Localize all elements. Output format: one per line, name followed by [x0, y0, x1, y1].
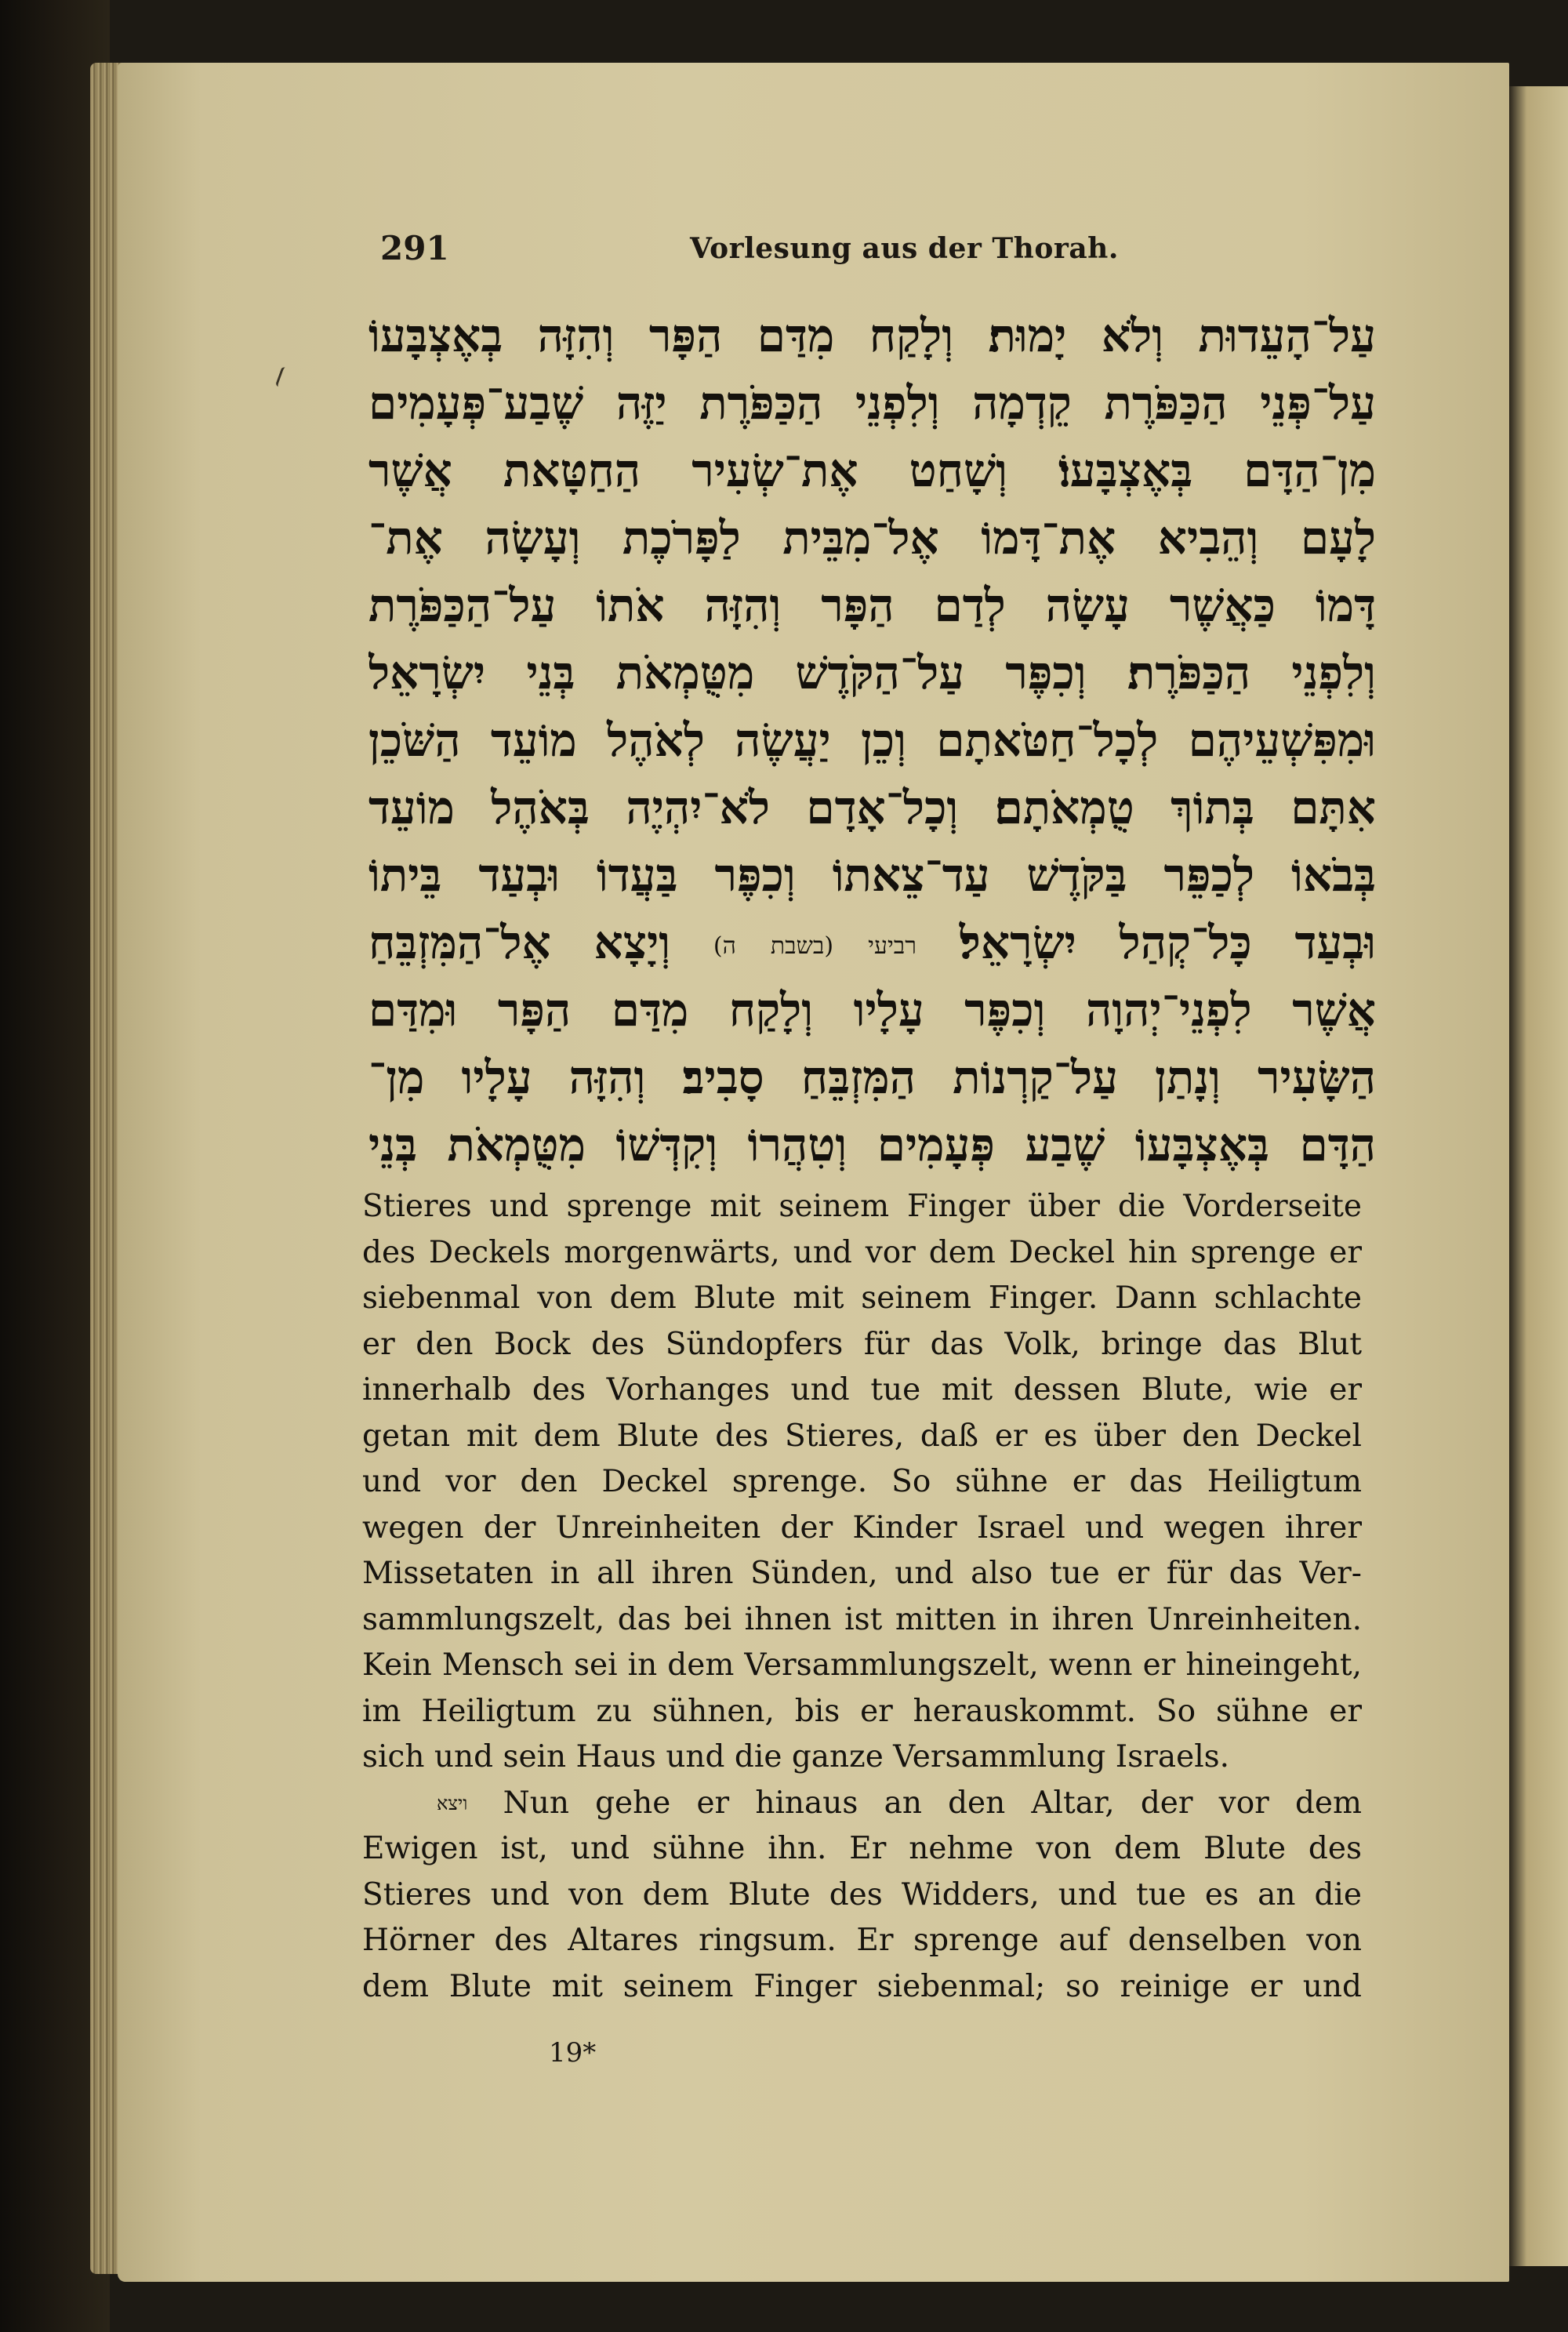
- hebrew-line: אִתָּם בְּתוֹךְ טֻמְאֹתָם׃ וְכָל־אָדָם לֹא־יִהְיֶה בְּאֹהֶל מוֹעֵד: [368, 781, 1376, 834]
- german-line: Stieres und sprenge mit seinem Finger über die Vorderseite: [362, 1189, 1362, 1224]
- german-line: innerhalb des Vorhanges und tue mit dessen Blute, wie er: [362, 1372, 1362, 1408]
- hebrew-line: דָּמוֹ כַּאֲשֶׁר עָשָׂה לְדַם הַפָּר וְהִזָּה אֹתוֹ עַל־הַכַּפֹּרֶת: [368, 579, 1376, 632]
- german-translation: [362, 1184, 1362, 2010]
- hebrew-cue-word: ויצא: [437, 1792, 468, 1814]
- german-line: dem Blute mit seinem Finger siebenmal; so reinige er und: [362, 1968, 1362, 2004]
- hebrew-line: עַל־הָעֵדוּת וְלֹא יָמוּת׃ וְלָקַח מִדַּם הַפָּר וְהִזָּה בְאֶצְבָּעוֹ: [368, 309, 1376, 362]
- hebrew-line: הַדָּם בְּאֶצְבָּעוֹ שֶׁבַע פְּעָמִים וְטִהֲרוֹ וְקִדְּשׁוֹ מִטֻּמְאֹת בְּנֵי: [368, 1118, 1376, 1171]
- hebrew-line: הַשָּׂעִיר וְנָתַן עַל־קַרְנוֹת הַמִּזְבֵּחַ סָבִיב׃ וְהִזָּה עָלָיו מִן־: [368, 1051, 1376, 1104]
- german-line: und vor den Deckel sprenge. So sühne er das Heiligtum: [362, 1464, 1362, 1499]
- german-line: Stieres und von dem Blute des Widders, und tue es an die: [362, 1876, 1362, 1912]
- hebrew-line: אֲשֶׁר לִפְנֵי־יְהוָה וְכִפֶּר עָלָיו וְלָקַח מִדַּם הַפָּר וּמִדַּם: [368, 983, 1376, 1037]
- german-line: Kein Mensch sei in dem Versammlungszelt, wenn er hineingeht,: [362, 1647, 1362, 1683]
- german-line: Missetaten in all ihren Sünden, und also tue er für das Ver-: [362, 1556, 1362, 1591]
- german-line: im Heiligtum zu sühnen, bis er herauskommt. So sühne er: [362, 1693, 1362, 1729]
- german-line: wegen der Unreinheiten der Kinder Israel und wegen ihrer: [362, 1509, 1362, 1546]
- german-line: siebenmal von dem Blute mit seinem Finger. Dann schlachte: [362, 1280, 1362, 1316]
- hebrew-segment: וּבְעַד כָּל־קְהַל יִשְׂרָאֵל׃: [959, 916, 1376, 969]
- german-text: Nun gehe er hinaus an den Altar, der vor dem: [503, 1785, 1362, 1821]
- hebrew-line: לָעָם וְהֵבִיא אֶת־דָּמוֹ אֶל־מִבֵּית לַפָּרֹכֶת וְעָשָׂה אֶת־: [368, 511, 1376, 565]
- hebrew-line-with-note: [368, 909, 1376, 976]
- page-header: [380, 229, 1392, 276]
- german-line: des Deckels morgenwärts, und vor dem Deckel hin sprenge er: [362, 1234, 1362, 1270]
- page-number: 291: [380, 229, 449, 267]
- german-paragraph-start: [362, 1781, 1362, 1827]
- hebrew-line: בְּבֹאוֹ לְכַפֵּר בַּקֹּדֶשׁ עַד־צֵאתוֹ וְכִפֶּר בַּעֲדוֹ וּבְעַד בֵּיתוֹ: [368, 848, 1376, 902]
- hebrew-text-block: [368, 302, 1376, 1188]
- hebrew-line: מִן־הַדָּם בְּאֶצְבָּעוֹ׃ וְשָׁחַט אֶת־שְׂעִיר הַחַטָּאת אֲשֶׁר: [368, 444, 1376, 497]
- signature-mark: 19*: [549, 2037, 597, 2069]
- german-line: er den Bock des Sündopfers für das Volk, bringe das Blut: [362, 1326, 1362, 1362]
- german-line: sammlungszelt, das bei ihnen ist mitten in ihren Unreinheiten.: [362, 1601, 1362, 1637]
- hebrew-line: וְלִפְנֵי הַכַּפֹּרֶת׃ וְכִפֶּר עַל־הַקֹּדֶשׁ מִטֻּמְאֹת בְּנֵי יִשְׂרָאֵל: [368, 646, 1376, 699]
- aliyah-note: רביעי (בשבת ה): [713, 932, 916, 960]
- german-line: Hörner des Altares ringsum. Er sprenge auf denselben von: [362, 1923, 1362, 1958]
- hebrew-line: עַל־פְּנֵי הַכַּפֹּרֶת קֵדְמָה וְלִפְנֵי הַכַּפֹּרֶת יַזֶּה שֶׁבַע־פְּעָמִים: [368, 376, 1376, 430]
- german-line: getan mit dem Blute des Stieres, daß er es über den Deckel: [362, 1418, 1362, 1454]
- german-line: Ewigen ist, und sühne ihn. Er nehme von dem Blute des: [362, 1831, 1362, 1866]
- running-head: Vorlesung aus der Thorah.: [690, 232, 1119, 265]
- facing-page-edge: [1509, 86, 1568, 2266]
- hebrew-line: וּמִפִּשְׁעֵיהֶם לְכָל־חַטֹּאתָם וְכֵן יַעֲשֶׂה לְאֹהֶל מוֹעֵד הַשֹּׁכֵן: [368, 714, 1376, 767]
- german-line: sich und sein Haus und die ganze Versammlung Israels.: [362, 1739, 1230, 1774]
- hebrew-segment: וְיָצָא אֶל־הַמִּזְבֵּחַ: [368, 916, 671, 969]
